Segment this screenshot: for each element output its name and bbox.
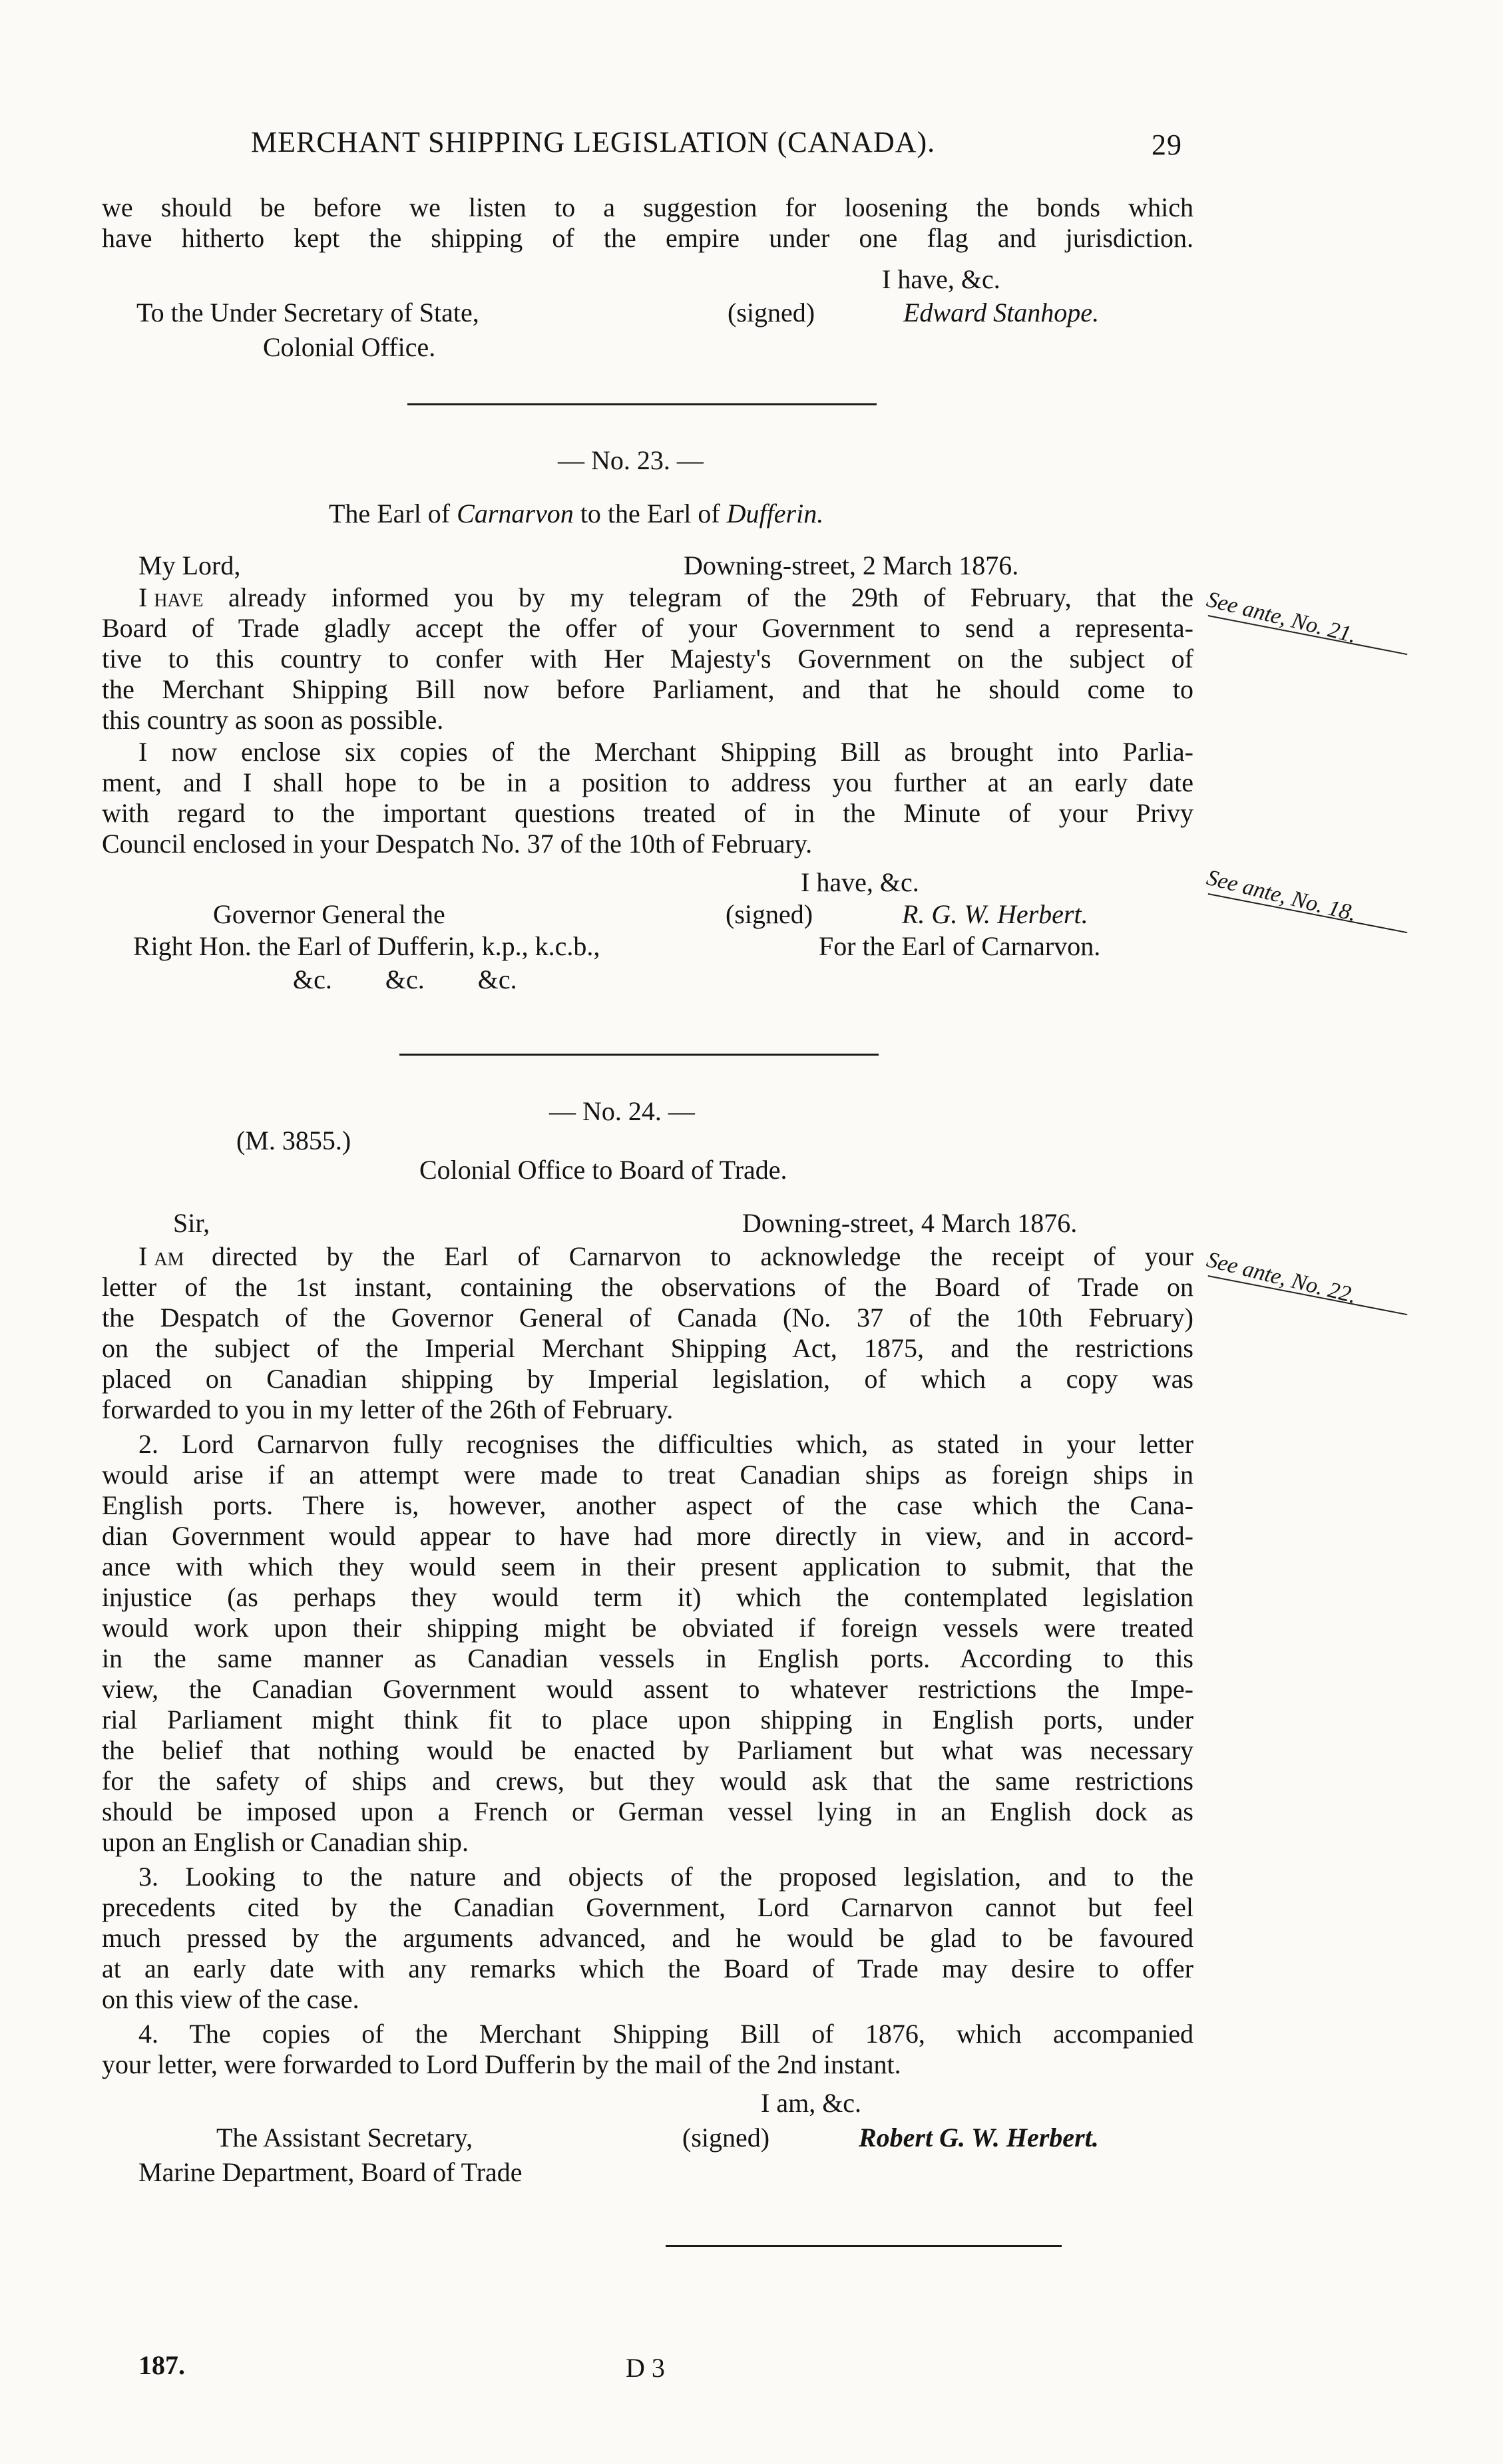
text-line: we should be before we listen to a suggestion for loosening the bonds which	[102, 192, 1193, 222]
text-line: much pressed by the arguments advanced, and he would be glad to be favoured	[102, 1923, 1193, 1953]
year-mark: 187.	[138, 2350, 185, 2380]
text-line: on the subject of the Imperial Merchant Shipping Act, 1875, and the restrictions	[102, 1333, 1193, 1363]
etc-line: &c. &c. &c.	[293, 964, 517, 994]
document-number: — No. 23. —	[558, 445, 704, 475]
addressee: Right Hon. the Earl of Dufferin, k.p., k.c.b.,	[133, 931, 600, 961]
text-line: letter of the 1st instant, containing the observations of the Board of Trade on	[102, 1272, 1193, 1302]
salutation: Sir,	[173, 1208, 210, 1238]
text-line: rial Parliament might think fit to place upon shipping in English ports, under	[102, 1705, 1193, 1735]
margin-note: See ante, No. 18.	[1204, 865, 1359, 926]
margin-note: See ante, No. 21.	[1204, 587, 1359, 648]
addressee: Marine Department, Board of Trade	[138, 2157, 523, 2187]
drop-word: I have	[138, 582, 204, 612]
text-line: this country as soon as possible.	[102, 705, 444, 735]
salutation: My Lord,	[138, 550, 241, 580]
closing: I have, &c.	[882, 264, 1000, 294]
text-line: for the safety of ships and crews, but they would ask that the same restrictions	[102, 1766, 1193, 1796]
signer: R. G. W. Herbert.	[902, 899, 1088, 929]
addressee: To the Under Secretary of State,	[136, 298, 479, 327]
dateline: Downing-street, 4 March 1876.	[742, 1208, 1078, 1238]
text-line: ance with which they would seem in their present application to submit, that the	[102, 1551, 1193, 1581]
text-line: forwarded to you in my letter of the 26th of February.	[102, 1394, 674, 1424]
closing: I have, &c.	[801, 867, 919, 897]
text-line: directed by the Earl of Carnarvon to acknowledge the receipt of your	[212, 1241, 1193, 1271]
document-number: — No. 24. —	[549, 1096, 695, 1126]
text-line: in the same manner as Canadian vessels in English ports. According to this	[102, 1643, 1193, 1673]
text-line: I now enclose six copies of the Merchant Shipping Bill as brought into Parlia-	[138, 737, 1193, 767]
text-line: English ports. There is, however, another aspect of the case which the Cana-	[102, 1490, 1193, 1520]
text-line: 2. Lord Carnarvon fully recognises the difficulties which, as stated in your letter	[138, 1429, 1193, 1459]
text-line: placed on Canadian shipping by Imperial legislation, of which a copy was	[102, 1364, 1193, 1394]
signature-mark: D 3	[626, 2353, 665, 2383]
signer: Edward Stanhope.	[903, 298, 1100, 327]
page-number: 29	[1152, 128, 1182, 161]
text-line: the Despatch of the Governor General of Canada (No. 37 of the 10th February)	[102, 1303, 1193, 1333]
running-title: MERCHANT SHIPPING LEGISLATION (CANADA).	[251, 126, 936, 158]
text-line: 4. The copies of the Merchant Shipping Bill of 1876, which accompanied	[138, 2019, 1193, 2049]
reference: (M. 3855.)	[236, 1126, 351, 1155]
signed-label: (signed)	[682, 2123, 770, 2153]
text-line: would work upon their shipping might be obviated if foreign vessels were treated	[102, 1613, 1193, 1643]
signed-label: (signed)	[728, 298, 815, 327]
for-line: For the Earl of Carnarvon.	[819, 931, 1101, 961]
text-line: should be imposed upon a French or German vessel lying in an English dock as	[102, 1796, 1193, 1826]
section-divider	[666, 2245, 1062, 2247]
text-line: the Merchant Shipping Bill now before Parliament, and that he should come to	[102, 674, 1193, 704]
text-line: on this view of the case.	[102, 1984, 359, 2014]
addressee: Colonial Office.	[263, 332, 436, 362]
signed-label: (signed)	[726, 899, 813, 929]
margin-note: See ante, No. 22.	[1204, 1247, 1359, 1309]
addressee: Governor General the	[213, 899, 445, 929]
text-line: Council enclosed in your Despatch No. 37 of the 10th of February.	[102, 829, 813, 859]
text-line: tive to this country to confer with Her Majesty's Government on the subject of	[102, 644, 1193, 674]
text-line: injustice (as perhaps they would term it) which the contemplated legislation	[102, 1582, 1193, 1612]
text-line: at an early date with any remarks which the Board of Trade may desire to offer	[102, 1953, 1193, 1983]
text-line: your letter, were forwarded to Lord Dufferin by the mail of the 2nd instant.	[102, 2049, 901, 2079]
document-title: The Earl of Carnarvon to the Earl of Dufferin.	[329, 499, 824, 528]
text-line: 3. Looking to the nature and objects of the proposed legislation, and to the	[138, 1862, 1193, 1892]
text-line: the belief that nothing would be enacted by Parliament but what was necessary	[102, 1735, 1193, 1765]
text-line: dian Government would appear to have had more directly in view, and in accord-	[102, 1521, 1193, 1551]
section-divider	[399, 1054, 879, 1056]
closing: I am, &c.	[761, 2088, 862, 2118]
text-line: already informed you by my telegram of the 29th of February, that the	[228, 582, 1193, 612]
text-line: Board of Trade gladly accept the offer of your Government to send a representa-	[102, 613, 1193, 643]
document-title: Colonial Office to Board of Trade.	[419, 1155, 787, 1185]
section-divider	[407, 403, 877, 405]
drop-word: I am	[138, 1241, 184, 1271]
dateline: Downing-street, 2 March 1876.	[684, 550, 1019, 580]
addressee: The Assistant Secretary,	[216, 2123, 473, 2153]
text-line: precedents cited by the Canadian Government, Lord Carnarvon cannot but feel	[102, 1892, 1193, 1922]
text-line: would arise if an attempt were made to treat Canadian ships as foreign ships in	[102, 1460, 1193, 1490]
text-line: ment, and I shall hope to be in a position to address you further at an early date	[102, 767, 1193, 797]
text-line: upon an English or Canadian ship.	[102, 1827, 469, 1857]
text-line: with regard to the important questions treated of in the Minute of your Privy	[102, 798, 1193, 828]
text-line: view, the Canadian Government would assent to whatever restrictions the Impe-	[102, 1674, 1193, 1704]
text-line: have hitherto kept the shipping of the empire under one flag and jurisdiction.	[102, 223, 1193, 253]
signer: Robert G. W. Herbert.	[859, 2123, 1099, 2153]
